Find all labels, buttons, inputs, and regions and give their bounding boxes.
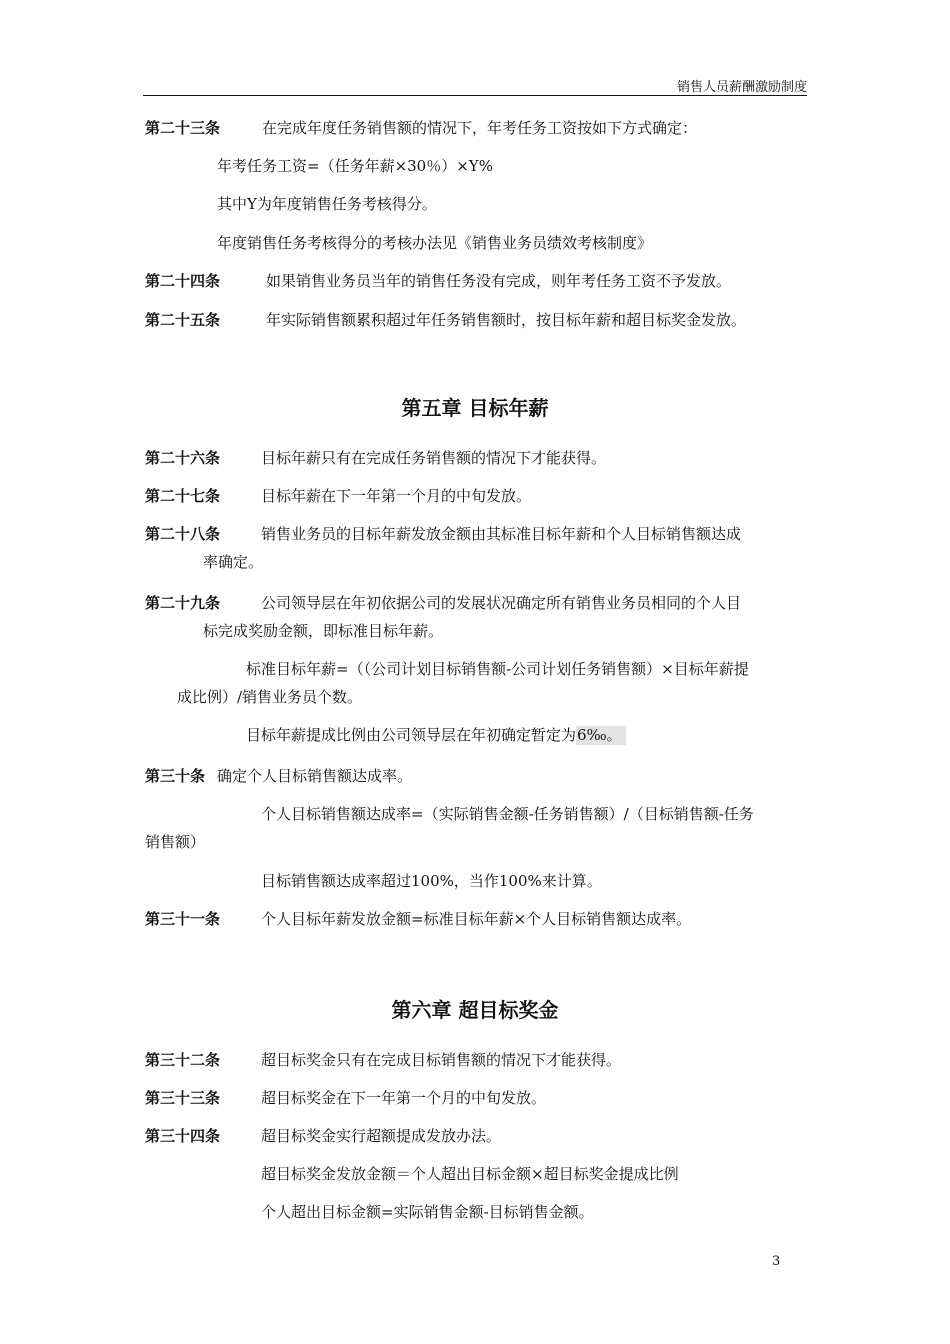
chapter-6-heading: 第六章 超目标奖金 bbox=[391, 998, 559, 1022]
article-31-label: 第三十一条 bbox=[145, 910, 221, 928]
article-23-note-1: 其中Y为年度销售任务考核得分。 bbox=[217, 195, 437, 213]
article-32-text: 超目标奖金只有在完成目标销售额的情况下才能获得。 bbox=[261, 1051, 622, 1069]
article-30-formula: 个人目标销售额达成率=（实际销售金额-任务销售额）/（目标销售额-任务 bbox=[261, 805, 754, 823]
article-25-text: 年实际销售额累积超过年任务销售额时，按目标年薪和超目标奖金发放。 bbox=[266, 311, 747, 329]
article-29-label: 第二十九条 bbox=[145, 594, 221, 612]
header-divider bbox=[143, 95, 807, 96]
chapter-5-heading: 第五章 目标年薪 bbox=[401, 396, 549, 420]
article-26-label: 第二十六条 bbox=[145, 449, 221, 467]
article-24-label: 第二十四条 bbox=[145, 272, 221, 290]
article-29-note-text: 目标年薪提成比例由公司领导层在年初确定暂定为 bbox=[246, 726, 577, 744]
article-30-note: 目标销售额达成率超过100%，当作100%来计算。 bbox=[261, 872, 602, 890]
article-29-note bbox=[246, 724, 626, 746]
article-29-formula: 标准目标年薪=（（公司计划目标销售额-公司计划任务销售额）×目标年薪提 bbox=[246, 660, 749, 678]
article-23-formula: 年考任务工资=（任务年薪×30％）×Y% bbox=[217, 157, 493, 175]
article-33-label: 第三十三条 bbox=[145, 1089, 221, 1107]
article-30-label: 第三十条 bbox=[145, 767, 206, 785]
article-25-label: 第二十五条 bbox=[145, 311, 221, 329]
page-number: 3 bbox=[772, 1254, 781, 1269]
article-33-text: 超目标奖金在下一年第一个月的中旬发放。 bbox=[261, 1089, 547, 1107]
article-34-label: 第三十四条 bbox=[145, 1127, 221, 1145]
article-34-formula-2: 个人超出目标金额=实际销售金额-目标销售金额。 bbox=[261, 1203, 594, 1221]
article-23-note-2: 年度销售任务考核得分的考核办法见《销售业务员绩效考核制度》 bbox=[217, 234, 653, 252]
article-29-text-cont: 标完成奖励金额，即标准目标年薪。 bbox=[203, 622, 444, 640]
article-23-label: 第二十三条 bbox=[145, 119, 221, 137]
article-29-text: 公司领导层在年初依据公司的发展状况确定所有销售业务员相同的个人目 bbox=[261, 594, 742, 612]
highlighted-ratio: 6‰。 bbox=[576, 726, 626, 745]
header-title: 销售人员薪酬激励制度 bbox=[676, 80, 807, 95]
article-32-label: 第三十二条 bbox=[145, 1051, 221, 1069]
article-28-text: 销售业务员的目标年薪发放金额由其标准目标年薪和个人目标销售额达成 bbox=[261, 525, 742, 543]
article-34-formula-1: 超目标奖金发放金额＝个人超出目标金额×超目标奖金提成比例 bbox=[261, 1165, 679, 1183]
article-34-text: 超目标奖金实行超额提成发放办法。 bbox=[261, 1127, 502, 1145]
article-28-text-cont: 率确定。 bbox=[203, 553, 264, 571]
article-28-label: 第二十八条 bbox=[145, 525, 221, 543]
article-31-text: 个人目标年薪发放金额=标准目标年薪×个人目标销售额达成率。 bbox=[261, 910, 692, 928]
article-29-formula-cont: 成比例）/销售业务员个数。 bbox=[177, 688, 363, 706]
article-26-text: 目标年薪只有在完成任务销售额的情况下才能获得。 bbox=[261, 449, 607, 467]
article-23-text: 在完成年度任务销售额的情况下，年考任务工资按如下方式确定： bbox=[262, 119, 698, 137]
article-27-text: 目标年薪在下一年第一个月的中旬发放。 bbox=[261, 487, 532, 505]
article-30-text: 确定个人目标销售额达成率。 bbox=[217, 767, 413, 785]
article-27-label: 第二十七条 bbox=[145, 487, 221, 505]
article-24-text: 如果销售业务员当年的销售任务没有完成，则年考任务工资不予发放。 bbox=[266, 272, 732, 290]
article-30-formula-cont: 销售额） bbox=[145, 833, 206, 851]
